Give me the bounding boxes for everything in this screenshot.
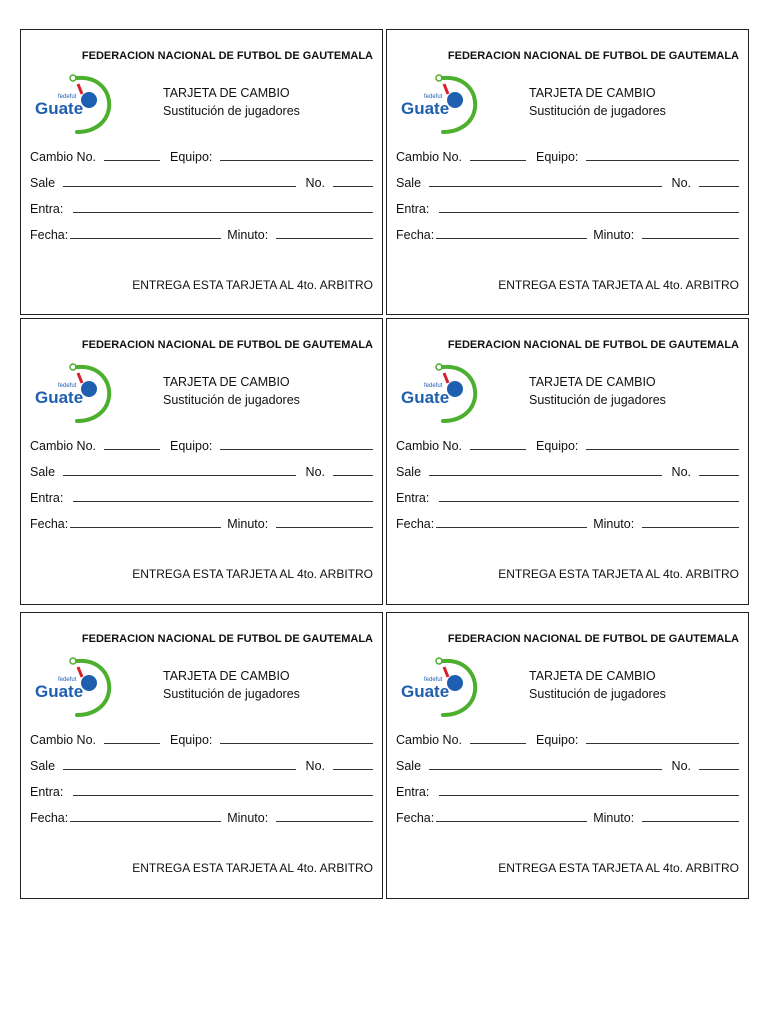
substitution-card <box>386 318 749 605</box>
sale-number-field[interactable] <box>333 174 373 187</box>
logo-small-text: fedefut <box>58 677 77 683</box>
fecha-row <box>30 513 373 531</box>
fedefut-guate-logo <box>33 653 113 717</box>
fecha-row <box>30 807 373 825</box>
sale-row <box>396 172 739 190</box>
fecha-label: Fecha: <box>396 228 435 242</box>
title-line-1: TARJETA DE CAMBIO <box>529 375 656 389</box>
cambio-label: Cambio No. <box>30 150 96 164</box>
federation-name: FEDERACION NACIONAL DE FUTBOL DE GAUTEMALA <box>447 633 739 645</box>
title-line-2: Sustitución de jugadores <box>163 104 300 118</box>
equipo-field[interactable] <box>586 148 739 161</box>
minuto-field[interactable] <box>642 515 739 528</box>
no-label: No. <box>305 176 325 190</box>
substitution-card <box>386 612 749 899</box>
sale-player-field[interactable] <box>63 174 296 187</box>
sale-label: Sale <box>396 176 422 190</box>
card-title <box>529 373 666 409</box>
logo-big-text: Guate <box>35 388 84 407</box>
sale-label: Sale <box>30 465 56 479</box>
entra-row <box>30 487 373 505</box>
cambio-label: Cambio No. <box>30 439 96 453</box>
logo-small-text: fedefut <box>424 383 443 389</box>
title-line-1: TARJETA DE CAMBIO <box>163 86 290 100</box>
card-title <box>163 373 300 409</box>
sale-number-field[interactable] <box>699 463 739 476</box>
fedefut-guate-logo <box>399 653 479 717</box>
logo-big-text: Guate <box>35 99 84 118</box>
entra-row <box>396 198 739 216</box>
fedefut-guate-logo <box>399 70 479 134</box>
cambio-label: Cambio No. <box>396 733 462 747</box>
fecha-row <box>396 224 739 242</box>
fecha-label: Fecha: <box>30 228 69 242</box>
logo-big-text: Guate <box>401 388 450 407</box>
logo-big-text: Guate <box>401 682 450 701</box>
equipo-label: Equipo: <box>536 150 579 164</box>
cambio-label: Cambio No. <box>396 150 462 164</box>
fedefut-guate-logo <box>33 359 113 423</box>
minuto-label: Minuto: <box>227 811 269 825</box>
entra-player-field[interactable] <box>439 200 739 213</box>
cambio-label: Cambio No. <box>396 439 462 453</box>
cambio-row <box>396 146 739 164</box>
minuto-label: Minuto: <box>593 811 635 825</box>
minuto-field[interactable] <box>642 226 739 239</box>
fecha-label: Fecha: <box>396 811 435 825</box>
equipo-label: Equipo: <box>170 150 213 164</box>
title-line-1: TARJETA DE CAMBIO <box>163 375 290 389</box>
cambio-row <box>396 729 739 747</box>
entra-player-field[interactable] <box>73 489 373 502</box>
fecha-field[interactable] <box>70 809 221 822</box>
card-footer-instruction: ENTREGA ESTA TARJETA AL 4to. ARBITRO <box>132 278 373 292</box>
equipo-label: Equipo: <box>536 439 579 453</box>
sale-label: Sale <box>396 759 422 773</box>
sale-number-field[interactable] <box>333 463 373 476</box>
sale-row <box>396 461 739 479</box>
cambio-number-field[interactable] <box>104 731 160 744</box>
fecha-label: Fecha: <box>396 517 435 531</box>
equipo-field[interactable] <box>220 437 373 450</box>
equipo-label: Equipo: <box>170 733 213 747</box>
entra-label: Entra: <box>396 202 430 216</box>
no-label: No. <box>671 465 691 479</box>
minuto-field[interactable] <box>276 809 373 822</box>
entra-player-field[interactable] <box>73 200 373 213</box>
federation-name: FEDERACION NACIONAL DE FUTBOL DE GAUTEMALA <box>81 339 373 351</box>
cambio-row <box>30 435 373 453</box>
card-footer-instruction: ENTREGA ESTA TARJETA AL 4to. ARBITRO <box>498 861 739 875</box>
sale-row <box>30 461 373 479</box>
equipo-label: Equipo: <box>170 439 213 453</box>
sale-label: Sale <box>396 465 422 479</box>
entra-label: Entra: <box>30 785 64 799</box>
cambio-number-field[interactable] <box>104 148 160 161</box>
cambio-number-field[interactable] <box>470 437 526 450</box>
entra-row <box>396 487 739 505</box>
card-footer-instruction: ENTREGA ESTA TARJETA AL 4to. ARBITRO <box>132 861 373 875</box>
sale-number-field[interactable] <box>699 174 739 187</box>
federation-name: FEDERACION NACIONAL DE FUTBOL DE GAUTEMALA <box>81 633 373 645</box>
fecha-field[interactable] <box>436 515 587 528</box>
fecha-row <box>396 807 739 825</box>
minuto-field[interactable] <box>642 809 739 822</box>
sale-row <box>396 755 739 773</box>
entra-row <box>30 781 373 799</box>
entra-label: Entra: <box>30 491 64 505</box>
fecha-field[interactable] <box>70 226 221 239</box>
minuto-field[interactable] <box>276 515 373 528</box>
logo-small-text: fedefut <box>424 677 443 683</box>
fecha-label: Fecha: <box>30 517 69 531</box>
cambio-number-field[interactable] <box>104 437 160 450</box>
cambio-number-field[interactable] <box>470 731 526 744</box>
entra-player-field[interactable] <box>439 783 739 796</box>
fecha-field[interactable] <box>436 809 587 822</box>
federation-name: FEDERACION NACIONAL DE FUTBOL DE GAUTEMALA <box>81 50 373 62</box>
title-line-2: Sustitución de jugadores <box>529 104 666 118</box>
substitution-card <box>20 612 383 899</box>
fecha-row <box>30 224 373 242</box>
minuto-label: Minuto: <box>593 517 635 531</box>
cambio-row <box>396 435 739 453</box>
sale-player-field[interactable] <box>63 463 296 476</box>
minuto-label: Minuto: <box>227 228 269 242</box>
cambio-label: Cambio No. <box>30 733 96 747</box>
substitution-card <box>386 29 749 315</box>
title-line-1: TARJETA DE CAMBIO <box>529 669 656 683</box>
fedefut-guate-logo <box>399 359 479 423</box>
minuto-field[interactable] <box>276 226 373 239</box>
card-footer-instruction: ENTREGA ESTA TARJETA AL 4to. ARBITRO <box>132 567 373 581</box>
equipo-field[interactable] <box>586 437 739 450</box>
title-line-2: Sustitución de jugadores <box>163 687 300 701</box>
fecha-field[interactable] <box>436 226 587 239</box>
entra-label: Entra: <box>396 785 430 799</box>
federation-name: FEDERACION NACIONAL DE FUTBOL DE GAUTEMALA <box>447 50 739 62</box>
title-line-1: TARJETA DE CAMBIO <box>529 86 656 100</box>
sale-label: Sale <box>30 176 56 190</box>
no-label: No. <box>305 465 325 479</box>
sale-row <box>30 172 373 190</box>
card-footer-instruction: ENTREGA ESTA TARJETA AL 4to. ARBITRO <box>498 278 739 292</box>
equipo-label: Equipo: <box>536 733 579 747</box>
cambio-number-field[interactable] <box>470 148 526 161</box>
sale-player-field[interactable] <box>429 174 662 187</box>
logo-small-text: fedefut <box>58 94 77 100</box>
no-label: No. <box>671 176 691 190</box>
entra-row <box>396 781 739 799</box>
sale-player-field[interactable] <box>429 757 662 770</box>
cambio-row <box>30 146 373 164</box>
fecha-row <box>396 513 739 531</box>
substitution-card <box>20 318 383 605</box>
minuto-label: Minuto: <box>593 228 635 242</box>
title-line-1: TARJETA DE CAMBIO <box>163 669 290 683</box>
title-line-2: Sustitución de jugadores <box>529 393 666 407</box>
entra-label: Entra: <box>30 202 64 216</box>
federation-name: FEDERACION NACIONAL DE FUTBOL DE GAUTEMALA <box>447 339 739 351</box>
sale-player-field[interactable] <box>429 463 662 476</box>
logo-small-text: fedefut <box>58 383 77 389</box>
card-title <box>529 667 666 703</box>
equipo-field[interactable] <box>220 731 373 744</box>
entra-row <box>30 198 373 216</box>
card-footer-instruction: ENTREGA ESTA TARJETA AL 4to. ARBITRO <box>498 567 739 581</box>
title-line-2: Sustitución de jugadores <box>529 687 666 701</box>
fecha-field[interactable] <box>70 515 221 528</box>
equipo-field[interactable] <box>220 148 373 161</box>
logo-big-text: Guate <box>35 682 84 701</box>
sale-number-field[interactable] <box>699 757 739 770</box>
card-title <box>529 84 666 120</box>
sale-number-field[interactable] <box>333 757 373 770</box>
cambio-row <box>30 729 373 747</box>
sale-player-field[interactable] <box>63 757 296 770</box>
sale-row <box>30 755 373 773</box>
equipo-field[interactable] <box>586 731 739 744</box>
title-line-2: Sustitución de jugadores <box>163 393 300 407</box>
fedefut-guate-logo <box>33 70 113 134</box>
logo-big-text: Guate <box>401 99 450 118</box>
card-title <box>163 667 300 703</box>
sale-label: Sale <box>30 759 56 773</box>
fecha-label: Fecha: <box>30 811 69 825</box>
entra-label: Entra: <box>396 491 430 505</box>
entra-player-field[interactable] <box>439 489 739 502</box>
logo-small-text: fedefut <box>424 94 443 100</box>
entra-player-field[interactable] <box>73 783 373 796</box>
minuto-label: Minuto: <box>227 517 269 531</box>
card-title <box>163 84 300 120</box>
no-label: No. <box>671 759 691 773</box>
substitution-card <box>20 29 383 315</box>
no-label: No. <box>305 759 325 773</box>
